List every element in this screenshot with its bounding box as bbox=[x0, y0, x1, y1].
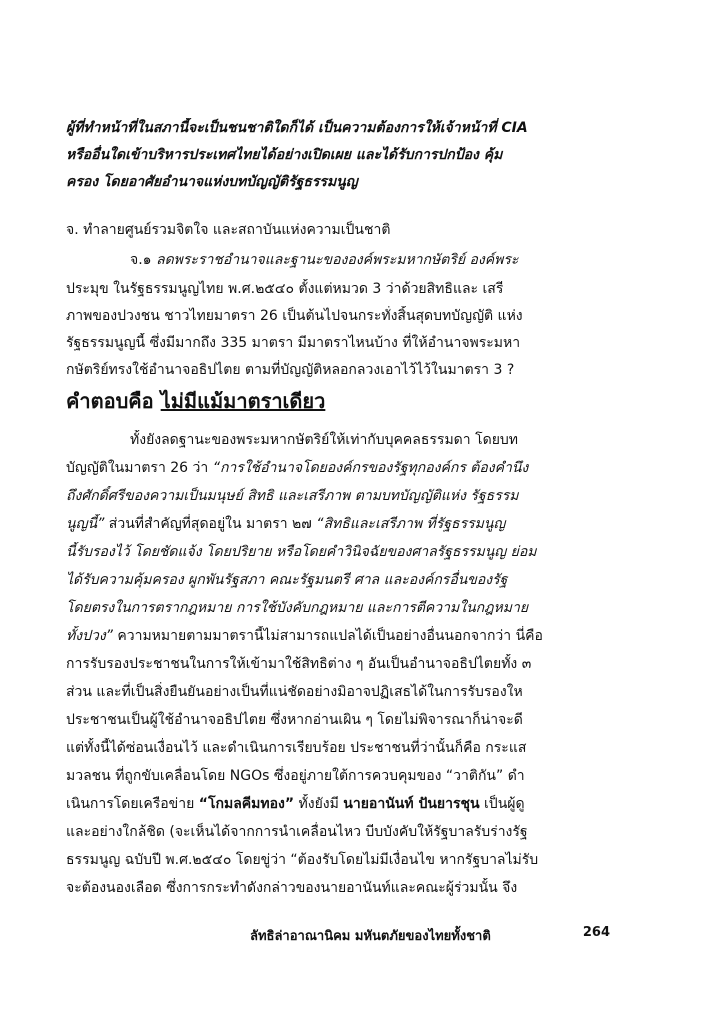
p3-line3: ถึงศักดิ์ศรีของความเป็นมนุษย์ สิทธิ และเสรีภาพ ตามบทบัญญัติแห่ง รัฐธรรม bbox=[66, 488, 519, 504]
paragraph2-line1: ประมุข ในรัฐธรรมนูญไทย พ.ศ.๒๕๔๐ ตั้งแต่หมวด 3 ว่าด้วยสิทธิและ เสรี bbox=[66, 281, 504, 297]
p3-line10: ส่วน และที่เป็นสิ่งยืนยันอย่างเป็นที่แน่ชัดอย่างมิอาจปฏิเสธได้ในการรับรองให bbox=[66, 684, 523, 700]
page-number: 264 bbox=[582, 925, 610, 940]
section-heading: จ. ทำลายศูนย์รวมจิตใจ และสถาบันแห่งความเป็นชาติ bbox=[66, 222, 391, 238]
sub-item-italic: ลดพระราชอำนาจและฐานะขององค์พระมหากษัตริย์ องค์พระ bbox=[156, 252, 519, 268]
p3-line14: เนินการโดยเครือข่าย “โกมลคีมทอง” ทั้งยังมี นายอานันท์ ปันยารชุน เป็นผู้ดู bbox=[66, 796, 525, 812]
answer-label: คำตอบคือ bbox=[66, 389, 154, 413]
paragraph2-line2: ภาพของปวงชน ชาวไทยมาตรา 26 เป็นต้นไปจนกระทั่งสิ้นสุดบทบัญญัติ แห่ง bbox=[66, 308, 523, 324]
p3-line13: มวลชน ที่ถูกขับเคลื่อนโดย NGOs ซึ่งอยู่ภายใต้การควบคุมของ “วาติกัน” ดำ bbox=[66, 768, 525, 784]
footer-title: ลัทธิล่าอาณานิคม มหันตภัยของไทยทั้งชาติ bbox=[250, 929, 491, 944]
page-footer bbox=[250, 925, 610, 946]
sub-item-number: จ.๑ bbox=[130, 252, 152, 268]
p3-line4: นูญนี้” ส่วนที่สำคัญที่สุดอยู่ใน มาตรา ๒๗ “สิทธิและเสรีภาพ ที่รัฐธรรมนูญ bbox=[66, 516, 506, 532]
p3-line11: ประชาชนเป็นผู้ใช้อำนาจอธิปไตย ซึ่งหากอ่านเผิน ๆ โดยไม่พิจารณาก็น่าจะดี bbox=[66, 712, 523, 728]
answer-heading bbox=[66, 388, 610, 414]
paragraph1-line1: ผู้ที่ทำหน้าที่ในสภานี้จะเป็นชนชาติใดก็ได้ เป็นความต้องการให้เจ้าหน้าที่ CIA bbox=[66, 120, 528, 136]
p3-line5: นี้รับรองไว้ โดยชัดแจ้ง โดยปริยาย หรือโดยคำวินิจฉัยของศาลรัฐธรรมนูญ ย่อม bbox=[66, 544, 537, 560]
paragraph1-line2: หรืออื่นใดเข้าบริหารประเทศไทยได้อย่างเปิดเผย และได้รับการปกป้อง คุ้ม bbox=[66, 147, 503, 163]
sub-item-line bbox=[130, 250, 610, 270]
p3-line7: โดยตรงในการตรากฎหมาย การใช้บังคับกฎหมาย และการตีความในกฎหมาย bbox=[66, 600, 529, 616]
paragraph2-line4: กษัตริย์ทรงใช้อำนาจอธิปไตย ตามที่บัญญัติหลอกลวงเอาไว้ไว้ในมาตรา 3 ? bbox=[66, 362, 515, 378]
p3-line12: แต่ทั้งนี้ได้ซ่อนเงื่อนไว้ และดำเนินการเรียบร้อย ประชาชนที่ว่านั้นก็คือ กระแส bbox=[66, 740, 527, 756]
p3-line6: ได้รับความคุ้มครอง ผูกพันรัฐสภา คณะรัฐมนตรี ศาล และองค์กรอื่นของรัฐ bbox=[66, 572, 508, 588]
p3-line15: และอย่างใกล้ชิด (จะเห็นได้จากการนำเคลื่อนไหว บีบบังคับให้รัฐบาลรับร่างรัฐ bbox=[66, 824, 528, 840]
p3-line1: ทั้งยังลดฐานะของพระมหากษัตริย์ให้เท่ากับบุคคลธรรมดา โดยบท bbox=[130, 432, 519, 448]
p3-line8: ทั้งปวง” ความหมายตามมาตรานี้ไม่สามารถแปลได้เป็นอย่างอื่นนอกจากว่า นี่คือ bbox=[66, 628, 543, 644]
p3-line16: ธรรมนูญ ฉบับปี พ.ศ.๒๕๔๐ โดยขู่ว่า “ต้องรับโดยไม่มีเงื่อนไข หากรัฐบาลไม่รับ bbox=[66, 852, 539, 868]
p3-line17: จะต้องนองเลือด ซึ่งการกระทำดังกล่าวของนายอานันท์และคณะผู้ร่วมนั้น จึง bbox=[66, 880, 518, 896]
answer-text: ไม่มีแม้มาตราเดียว bbox=[160, 389, 326, 413]
p3-line9: การรับรองประชาชนในการให้เข้ามาใช้สิทธิต่าง ๆ อันเป็นอำนาจอธิปไตยทั้ง ๓ bbox=[66, 656, 532, 672]
p3-line2: บัญญัติในมาตรา 26 ว่า “การใช้อำนาจโดยองค์กรของรัฐทุกองค์กร ต้องคำนึง bbox=[66, 460, 529, 476]
paragraph1-line3: ครอง โดยอาศัยอำนาจแห่งบทบัญญัติรัฐธรรมนูญ bbox=[66, 174, 358, 190]
paragraph2-line3: รัฐธรรมนูญนี้ ซึ่งมีมากถึง 335 มาตรา มีมาตราไหนบ้าง ที่ให้อำนาจพระมหา bbox=[66, 335, 521, 351]
